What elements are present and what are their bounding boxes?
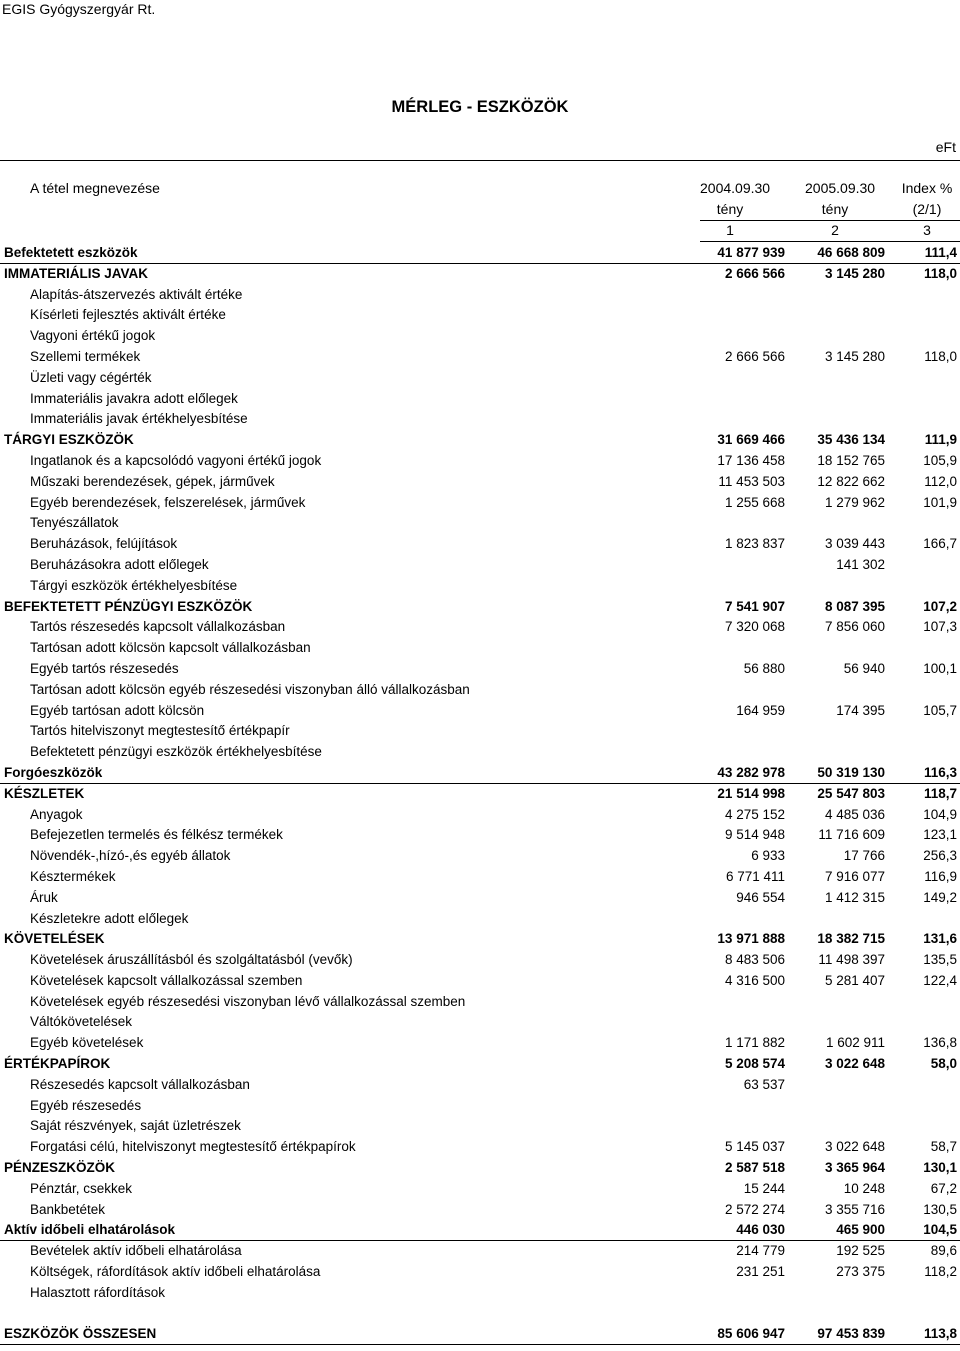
row-label: Egyéb követelések xyxy=(30,1035,144,1051)
column-header-index-formula: (2/1) xyxy=(912,201,942,217)
row-label: Befektetett pénzügyi eszközök értékhelyesbítése xyxy=(30,744,322,760)
value-index: 116,9 xyxy=(924,868,957,884)
table-row xyxy=(0,451,960,472)
table-row xyxy=(0,493,960,514)
table-row xyxy=(0,555,960,576)
table-row xyxy=(0,701,960,722)
row-label: Egyéb részesedés xyxy=(30,1097,142,1113)
row-label: Tárgyi eszközök értékhelyesbítése xyxy=(30,577,238,593)
table-row xyxy=(0,1075,960,1096)
table-row xyxy=(0,1179,960,1200)
table-section-row xyxy=(0,1054,960,1075)
page-title: MÉRLEG - ESZKÖZÖK xyxy=(391,98,569,116)
spacer-row xyxy=(0,1304,960,1325)
table-row xyxy=(0,1137,960,1158)
value-2004: 5 145 037 xyxy=(724,1139,785,1155)
value-index: 130,1 xyxy=(923,1160,957,1176)
column-header-2004-date: 2004.09.30 xyxy=(700,180,771,196)
row-label: Saját részvények, saját üzletrészek xyxy=(30,1118,241,1134)
value-index: 256,3 xyxy=(923,848,957,864)
table-section-row xyxy=(0,929,960,950)
value-2005: 1 412 315 xyxy=(824,889,885,905)
table-section-row xyxy=(0,264,960,285)
value-2004: 164 959 xyxy=(736,702,785,718)
value-2005: 7 856 060 xyxy=(824,619,885,635)
column-number-2: 2 xyxy=(831,222,839,238)
value-index: 118,0 xyxy=(924,348,957,364)
row-label: Ingatlanok és a kapcsolódó vagyoni értékű jogok xyxy=(30,452,322,468)
table-row xyxy=(0,576,960,597)
value-2004: 214 779 xyxy=(736,1243,785,1259)
value-2005: 3 022 648 xyxy=(824,1056,885,1072)
value-2004: 7 541 907 xyxy=(724,598,785,614)
value-2004: 6 933 xyxy=(751,848,785,864)
value-2004: 2 666 566 xyxy=(724,265,785,281)
value-index: 149,2 xyxy=(923,889,957,905)
value-2004: 56 880 xyxy=(743,660,785,676)
value-index: 123,1 xyxy=(923,827,957,843)
value-2005: 18 382 715 xyxy=(817,931,885,947)
table-row xyxy=(0,1012,960,1033)
value-2004: 7 320 068 xyxy=(724,619,785,635)
value-index: 130,5 xyxy=(923,1201,957,1217)
table-row xyxy=(0,305,960,326)
value-index: 105,9 xyxy=(923,452,957,468)
value-2004: 43 282 978 xyxy=(717,764,785,780)
value-index: 100,1 xyxy=(923,660,957,676)
table-row xyxy=(0,992,960,1013)
value-2004: 231 251 xyxy=(736,1264,785,1280)
table-row xyxy=(0,368,960,389)
table-row xyxy=(0,1033,960,1054)
row-label: Költségek, ráfordítások aktív időbeli elhatárolása xyxy=(30,1264,321,1280)
table-row xyxy=(0,825,960,846)
value-2005: 1 279 962 xyxy=(824,494,885,510)
value-2004: 17 136 458 xyxy=(717,452,785,468)
row-label: Pénztár, csekkek xyxy=(30,1180,133,1196)
value-index: 101,9 xyxy=(923,494,957,510)
table-row xyxy=(0,1096,960,1117)
value-index: 89,6 xyxy=(930,1243,957,1259)
value-2005: 465 900 xyxy=(836,1222,885,1238)
row-label: Beruházásokra adott előlegek xyxy=(30,556,209,572)
row-label: Beruházások, felújítások xyxy=(30,536,178,552)
value-index: 111,4 xyxy=(924,245,957,260)
table-row xyxy=(0,846,960,867)
table-section-row xyxy=(0,430,960,451)
value-2005: 5 281 407 xyxy=(824,972,885,988)
value-index: 118,7 xyxy=(923,785,957,801)
row-label: Kísérleti fejlesztés aktivált értéke xyxy=(30,307,226,323)
value-2005: 3 355 716 xyxy=(824,1201,885,1217)
value-index: 116,3 xyxy=(923,764,957,780)
value-2004: 946 554 xyxy=(736,889,785,905)
table-row xyxy=(0,1116,960,1137)
value-index: 111,9 xyxy=(924,432,957,448)
value-2005: 50 319 130 xyxy=(817,764,885,780)
table-row xyxy=(0,638,960,659)
row-label: Tartósan adott kölcsön egyéb részesedési viszonyban álló vállalkozásban xyxy=(30,681,470,697)
value-2005: 192 525 xyxy=(836,1243,885,1259)
value-2004: 2 572 274 xyxy=(724,1201,785,1217)
value-2005: 97 453 839 xyxy=(817,1326,885,1342)
table-row xyxy=(0,721,960,742)
table-row xyxy=(0,971,960,992)
row-label: Befektetett eszközök xyxy=(4,245,138,260)
column-header-2005-date: 2005.09.30 xyxy=(805,180,876,196)
row-label: TÁRGYI ESZKÖZÖK xyxy=(4,432,134,448)
value-2004: 1 255 668 xyxy=(724,494,785,510)
row-label: Egyéb tartósan adott kölcsön xyxy=(30,702,205,718)
table-row xyxy=(0,867,960,888)
row-label: Követelések kapcsolt vállalkozással szemben xyxy=(30,972,303,988)
row-label: Immateriális javak értékhelyesbítése xyxy=(30,411,248,427)
table-row xyxy=(0,909,960,930)
row-label: Követelések áruszállításból és szolgáltatásból (vevők) xyxy=(30,952,353,968)
row-label: Egyéb berendezések, felszerelések, járművek xyxy=(30,494,306,510)
value-2004: 5 208 574 xyxy=(724,1056,785,1072)
value-2004: 63 537 xyxy=(743,1076,785,1092)
value-2004: 8 483 506 xyxy=(724,952,785,968)
row-label: Bevételek aktív időbeli elhatárolása xyxy=(30,1243,242,1259)
table-section-row xyxy=(0,763,960,784)
row-label: Halasztott ráfordítások xyxy=(30,1284,166,1300)
value-index: 122,4 xyxy=(923,972,957,988)
value-2004: 41 877 939 xyxy=(717,245,785,260)
unit-label: eFt xyxy=(935,139,956,155)
table-section-row xyxy=(0,1220,960,1241)
table-section-row xyxy=(0,784,960,805)
table-row xyxy=(0,950,960,971)
value-2004: 85 606 947 xyxy=(717,1326,785,1342)
row-label: BEFEKTETETT PÉNZÜGYI ESZKÖZÖK xyxy=(4,598,253,614)
value-index: 107,3 xyxy=(923,619,957,635)
row-label: ESZKÖZÖK ÖSSZESEN xyxy=(4,1326,157,1342)
table-row xyxy=(0,888,960,909)
row-label: ÉRTÉKPAPÍROK xyxy=(4,1056,111,1072)
row-label: Növendék-,hízó-,és egyéb állatok xyxy=(30,848,231,864)
table-section-row xyxy=(0,1158,960,1179)
value-index: 135,5 xyxy=(923,952,957,968)
value-2005: 56 940 xyxy=(843,660,885,676)
value-2005: 18 152 765 xyxy=(817,452,885,468)
row-label: KÖVETELÉSEK xyxy=(4,931,105,947)
value-2004: 1 171 882 xyxy=(724,1035,785,1051)
table-row xyxy=(0,617,960,638)
value-2004: 6 771 411 xyxy=(725,868,785,884)
row-label: Készletekre adott előlegek xyxy=(30,910,189,926)
table-row xyxy=(0,742,960,763)
value-index: 136,8 xyxy=(923,1035,957,1051)
value-2004: 2 587 518 xyxy=(724,1160,785,1176)
company-name: EGIS Gyógyszergyár Rt. xyxy=(2,1,156,17)
column-number-3: 3 xyxy=(923,222,931,238)
value-index: 118,2 xyxy=(924,1264,957,1280)
table-row xyxy=(0,1262,960,1283)
value-index: 131,6 xyxy=(923,931,957,947)
row-label: Vagyoni értékű jogok xyxy=(30,328,156,344)
value-2004: 4 316 500 xyxy=(724,972,785,988)
table-row xyxy=(0,347,960,368)
table-row xyxy=(0,513,960,534)
table-row xyxy=(0,534,960,555)
value-2005: 4 485 036 xyxy=(824,806,885,822)
value-2004: 9 514 948 xyxy=(724,827,785,843)
column-number-1: 1 xyxy=(726,222,734,238)
value-2004: 1 823 837 xyxy=(724,536,785,552)
row-label: Alapítás-átszervezés aktivált értéke xyxy=(30,286,243,302)
table-row xyxy=(0,1241,960,1262)
column-header-index: Index % xyxy=(901,180,953,196)
value-2004: 31 669 466 xyxy=(717,432,785,448)
value-2005: 17 766 xyxy=(843,848,885,864)
row-label: Befejezetlen termelés és félkész termékek xyxy=(30,827,283,843)
value-2005: 3 022 648 xyxy=(824,1139,885,1155)
value-2005: 3 145 280 xyxy=(824,348,885,364)
table-row xyxy=(0,409,960,430)
value-2004: 446 030 xyxy=(736,1222,785,1238)
value-2004: 2 666 566 xyxy=(724,348,785,364)
row-label: Forgóeszközök xyxy=(4,764,103,780)
row-label: KÉSZLETEK xyxy=(4,785,85,801)
value-2005: 8 087 395 xyxy=(824,598,885,614)
table-section-row xyxy=(0,243,960,264)
value-2004: 11 453 503 xyxy=(718,473,785,489)
table-row xyxy=(0,389,960,410)
column-header-2004-type: tény xyxy=(716,201,744,217)
row-label: Tartósan adott kölcsön kapcsolt vállalkozásban xyxy=(30,640,311,656)
value-index: 166,7 xyxy=(923,536,957,552)
header-rule-upper xyxy=(700,220,960,221)
value-2004: 15 244 xyxy=(743,1180,785,1196)
value-2005: 174 395 xyxy=(836,702,885,718)
value-index: 112,0 xyxy=(924,473,957,489)
row-label: Anyagok xyxy=(30,806,83,822)
value-index: 58,7 xyxy=(930,1139,957,1155)
value-index: 105,7 xyxy=(923,702,957,718)
value-index: 67,2 xyxy=(930,1180,957,1196)
value-index: 58,0 xyxy=(930,1056,957,1072)
table-row xyxy=(0,659,960,680)
value-index: 107,2 xyxy=(923,598,957,614)
table-row xyxy=(0,472,960,493)
row-label: Tartós hitelviszonyt megtestesítő értékpapír xyxy=(30,723,290,739)
value-2005: 273 375 xyxy=(836,1264,885,1280)
header-divider xyxy=(0,160,960,161)
row-label: Üzleti vagy cégérték xyxy=(30,369,152,385)
row-label: Áruk xyxy=(30,889,58,905)
row-label: Tartós részesedés kapcsolt vállalkozásban xyxy=(30,619,286,635)
value-2005: 11 498 397 xyxy=(818,952,885,968)
table-section-row xyxy=(0,1324,960,1345)
value-index: 113,8 xyxy=(923,1326,957,1342)
column-header-name: A tétel megnevezése xyxy=(30,180,160,196)
table-section-row xyxy=(0,597,960,618)
value-2005: 12 822 662 xyxy=(817,473,885,489)
value-2004: 13 971 888 xyxy=(717,931,785,947)
value-2005: 141 302 xyxy=(836,556,885,572)
value-2005: 10 248 xyxy=(843,1180,885,1196)
balance-table xyxy=(0,243,960,1345)
value-2005: 3 145 280 xyxy=(824,265,885,281)
value-index: 104,9 xyxy=(923,806,957,822)
header-rule-lower xyxy=(700,241,960,242)
value-2005: 46 668 809 xyxy=(817,245,885,260)
value-2005: 3 365 964 xyxy=(824,1160,885,1176)
row-label: Műszaki berendezések, gépek, járművek xyxy=(30,473,275,489)
row-label: Váltókövetelések xyxy=(30,1014,133,1030)
row-label: Késztermékek xyxy=(30,868,116,884)
row-label: Részesedés kapcsolt vállalkozásban xyxy=(30,1076,250,1092)
row-label: Egyéb tartós részesedés xyxy=(30,660,179,676)
row-label: Követelések egyéb részesedési viszonyban lévő vállalkozással szemben xyxy=(30,993,466,1009)
value-2005: 11 716 609 xyxy=(818,827,885,843)
value-2005: 35 436 134 xyxy=(817,432,885,448)
value-2005: 7 916 077 xyxy=(824,868,885,884)
row-label: Bankbetétek xyxy=(30,1201,106,1217)
table-row xyxy=(0,805,960,826)
column-header-2005-type: tény xyxy=(821,201,849,217)
value-index: 118,0 xyxy=(923,265,957,281)
value-2004: 21 514 998 xyxy=(717,785,785,801)
row-label: IMMATERIÁLIS JAVAK xyxy=(4,265,148,281)
row-label: Tenyészállatok xyxy=(30,515,119,531)
value-2005: 3 039 443 xyxy=(824,536,885,552)
row-label: Immateriális javakra adott előlegek xyxy=(30,390,238,406)
row-label: Szellemi termékek xyxy=(30,348,141,364)
table-row xyxy=(0,1283,960,1304)
value-2005: 25 547 803 xyxy=(817,785,885,801)
table-row xyxy=(0,326,960,347)
value-2005: 1 602 911 xyxy=(825,1035,885,1051)
table-row xyxy=(0,1200,960,1221)
row-label: PÉNZESZKÖZÖK xyxy=(4,1160,116,1176)
table-row xyxy=(0,285,960,306)
value-2004: 4 275 152 xyxy=(724,806,785,822)
row-label: Forgatási célú, hitelviszonyt megtestesítő értékpapírok xyxy=(30,1139,356,1155)
value-index: 104,5 xyxy=(923,1222,957,1238)
row-label: Aktív időbeli elhatárolások xyxy=(4,1222,176,1238)
table-row xyxy=(0,680,960,701)
